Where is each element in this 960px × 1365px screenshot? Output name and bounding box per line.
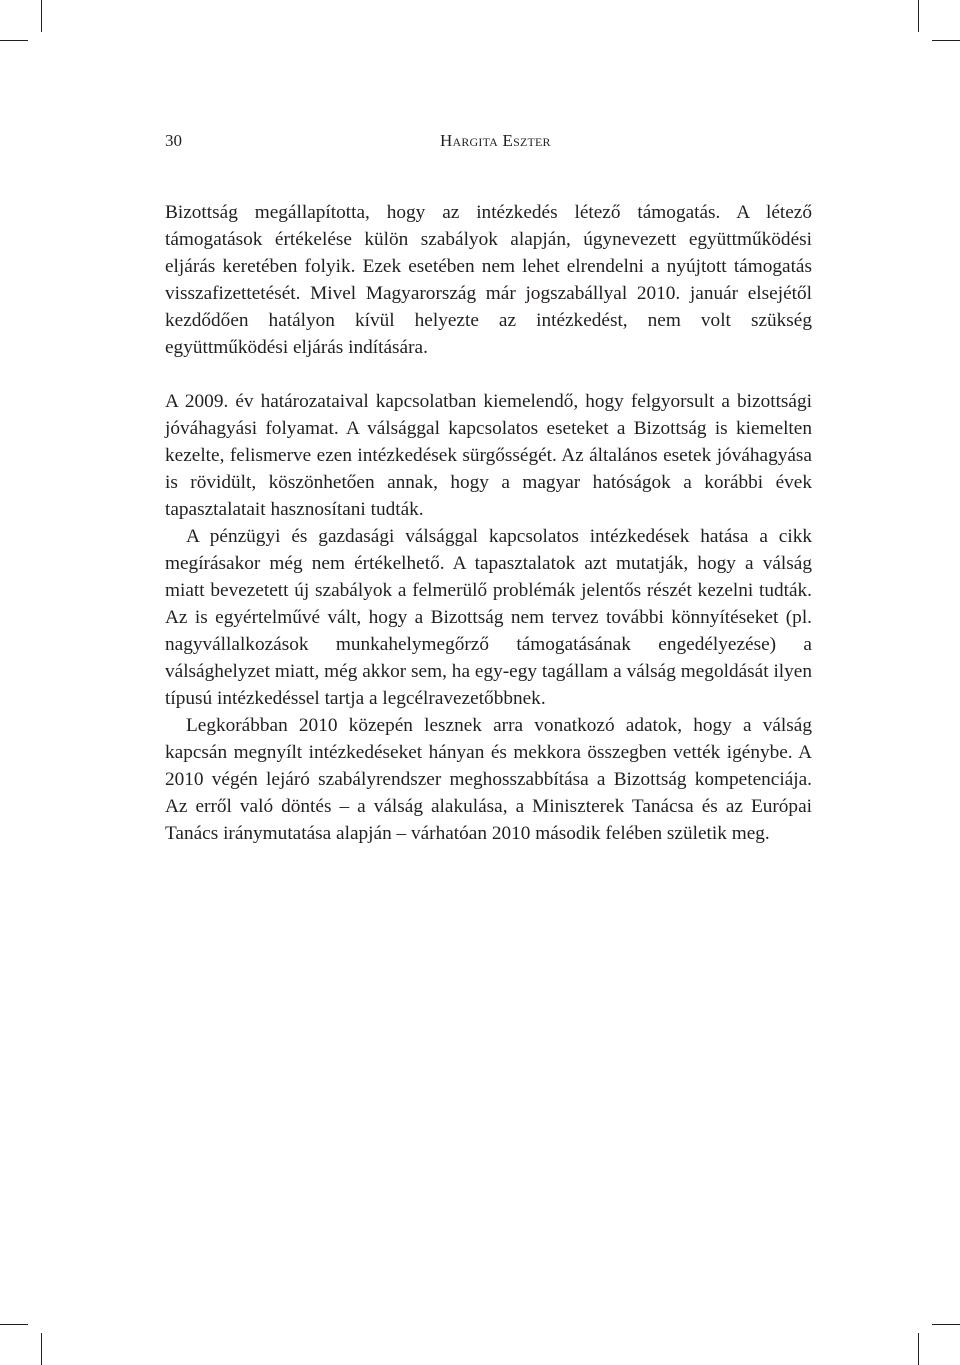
crop-mark-bottom-left <box>41 1333 42 1365</box>
body-text <box>165 199 812 847</box>
crop-mark-bottom-right <box>918 1333 919 1365</box>
crop-mark-top-left <box>41 0 42 32</box>
crop-mark-bottom-right-horizontal <box>932 1324 960 1325</box>
crop-mark-top-right-horizontal <box>932 40 960 41</box>
paragraph-3: A pénzügyi és gazdasági válsággal kapcsolatos intézkedések hatása a cikk megírásakor még nem értékelhető. A tapasztalatok azt mutatják, hogy a válság miatt bevezetett új szabályok a felmerülő problémák jelentős részét kezelni tudták. Az is egyértelművé vált, hogy a Bizottság nem tervez további könnyítéseket (pl. nagyvállalkozások munkahelymegőrző támogatásának engedélyezése) a válsághelyzet miatt, még akkor sem, ha egy-egy tagállam a válság megoldását ilyen típusú intézkedéssel tartja a legcélravezetőbbnek. <box>165 526 812 709</box>
paragraph-4: Legkorábban 2010 közepén lesznek arra vonatkozó adatok, hogy a válság kapcsán megnyílt intézkedéseket hányan és mekkora összegben vették igénybe. A 2010 végén lejáró szabályrendszer meghosszabbítása a Bizottság kompetenciája. Az erről való döntés – a válság alakulása, a Miniszterek Tanácsa és az Európai Tanács iránymutatása alapján – várhatóan 2010 második felében születik meg. <box>165 715 812 844</box>
paragraph-2: A 2009. év határozataival kapcsolatban kiemelendő, hogy felgyorsult a bizottsági jóváhagyási folyamat. A válsággal kapcsolatos eseteket a Bizottság is kiemelten kezelte, felismerve ezen intézkedések sürgősségét. Az általános esetek jóváhagyása is rövidült, köszönhetően annak, hogy a magyar hatóságok a korábbi évek tapasztalatait hasznosítani tudták. <box>165 391 812 520</box>
paragraph-1: Bizottság megállapította, hogy az intézkedés létező támogatás. A létező támogatások értékelése külön szabályok alapján, úgynevezett együttműködési eljárás keretében folyik. Ezek esetében nem lehet elrendelni a nyújtott támogatás visszafizettetését. Mivel Magyarország már jogszabállyal 2010. január elsejétől kezdődően hatályon kívül helyezte az intézkedést, nem volt szükség együttműködési eljárás indítására. <box>165 202 812 358</box>
crop-mark-top-right <box>918 0 919 32</box>
running-head-author: Hargita Eszter <box>440 131 551 150</box>
crop-mark-top-left-horizontal <box>0 40 28 41</box>
page-number: 30 <box>165 131 182 150</box>
running-head <box>165 131 814 155</box>
crop-mark-bottom-left-horizontal <box>0 1324 28 1325</box>
